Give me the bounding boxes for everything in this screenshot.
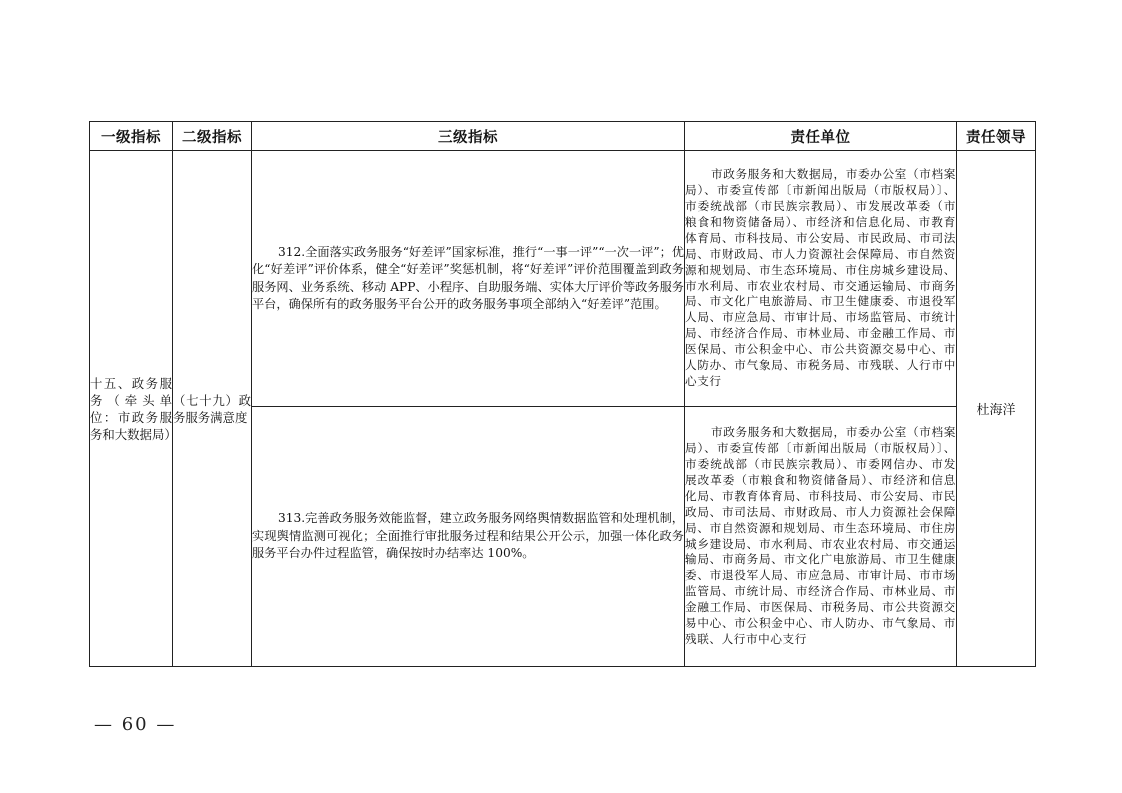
header-level2: 二级指标	[173, 122, 252, 151]
responsible-leader-text: 杜海洋	[976, 403, 1016, 418]
responsible-unit-text: 市政务服务和大数据局，市委办公室（市档案局）、市委宣传部〔市新闻出版局（市版权局）〕、市委统战部（市民族宗教局）、市发展改革委（市粮食和物资储备局）、市经济和信息化局、市教育体育局、市科技局、市公安局、市民政局、市司法局、市财政局、市人力资源社会保障局、市自然资源和规划局、市生态环境局、市住房城乡建设局、市水利局、市农业农村局、市交通运输局、市商务局、市文化广电旅游局、市卫生健康委、市退役军人局、市应急局、市审计局、市场监管局、市统计局、市经济合作局、市林业局、市金融工作局、市医保局、市公积金中心、市公共资源交易中心、市人防办、市气象局、市税务局、市残联、人行市中心支行	[685, 166, 956, 389]
level3-indicator-text: 313.完善政务服务效能监督，建立政务服务网络舆情数据监管和处理机制，实现舆情监测可视化；全面推行审批服务过程和结果公开公示，加强一体化政务服务平台办件过程监管，确保按时办结率达 100%。	[252, 511, 684, 561]
responsible-unit-text: 市政务服务和大数据局，市委办公室（市档案局）、市委宣传部〔市新闻出版局（市版权局）〕、市委统战部（市民族宗教局）、市委网信办、市发展改革委（市粮食和物资储备局）、市经济和信息化局、市教育体育局、市科技局、市公安局、市民政局、市司法局、市财政局、市人力资源社会保障局、市自然资源和规划局、市生态环境局、市住房城乡建设局、市水利局、市农业农村局、市交通运输局、市商务局、市文化广电旅游局、市卫生健康委、市退役军人局、市应急局、市审计局、市市场监管局、市统计局、市经济合作局、市林业局、市金融工作局、市医保局、市税务局、市公共资源交易中心、市公积金中心、市人防办、市气象局、市残联、人行市中心支行	[685, 424, 956, 647]
table-row	[90, 151, 1036, 407]
level1-indicator-cell	[90, 151, 177, 667]
responsible-unit-cell	[685, 151, 957, 407]
header-responsible-unit: 责任单位	[685, 122, 957, 151]
level1-indicator-text: 十五、政务服务（牵头单位：市政务服务和大数据局）	[90, 375, 177, 442]
responsible-unit-cell	[685, 407, 957, 667]
level3-indicator-cell	[252, 151, 685, 407]
level2-indicator-cell	[173, 151, 252, 667]
table-header-row	[90, 122, 1036, 151]
level2-indicator-text: （七十九）政务服务满意度	[173, 392, 251, 425]
header-responsible-leader: 责任领导	[957, 122, 1036, 151]
header-level3: 三级指标	[252, 122, 685, 151]
responsible-leader-cell	[957, 151, 1036, 667]
level3-indicator-text: 312.全面落实政务服务“好差评”国家标准，推行“一事一评”“一次一评”；优化“好差评”评价体系，健全“好差评”奖惩机制，将“好差评”评价范围覆盖到政务服务网、业务系统、移动 APP、小程序、自助服务端、实体大厅评价等政务服务平台，确保所有的政务服务平台公开的政务服务事项全部纳入“好差评”范围。	[252, 244, 684, 311]
indicator-table	[89, 121, 1036, 667]
level3-indicator-cell	[252, 407, 685, 667]
page-number: — 60 —	[94, 714, 177, 735]
header-level1: 一级指标	[90, 122, 173, 151]
